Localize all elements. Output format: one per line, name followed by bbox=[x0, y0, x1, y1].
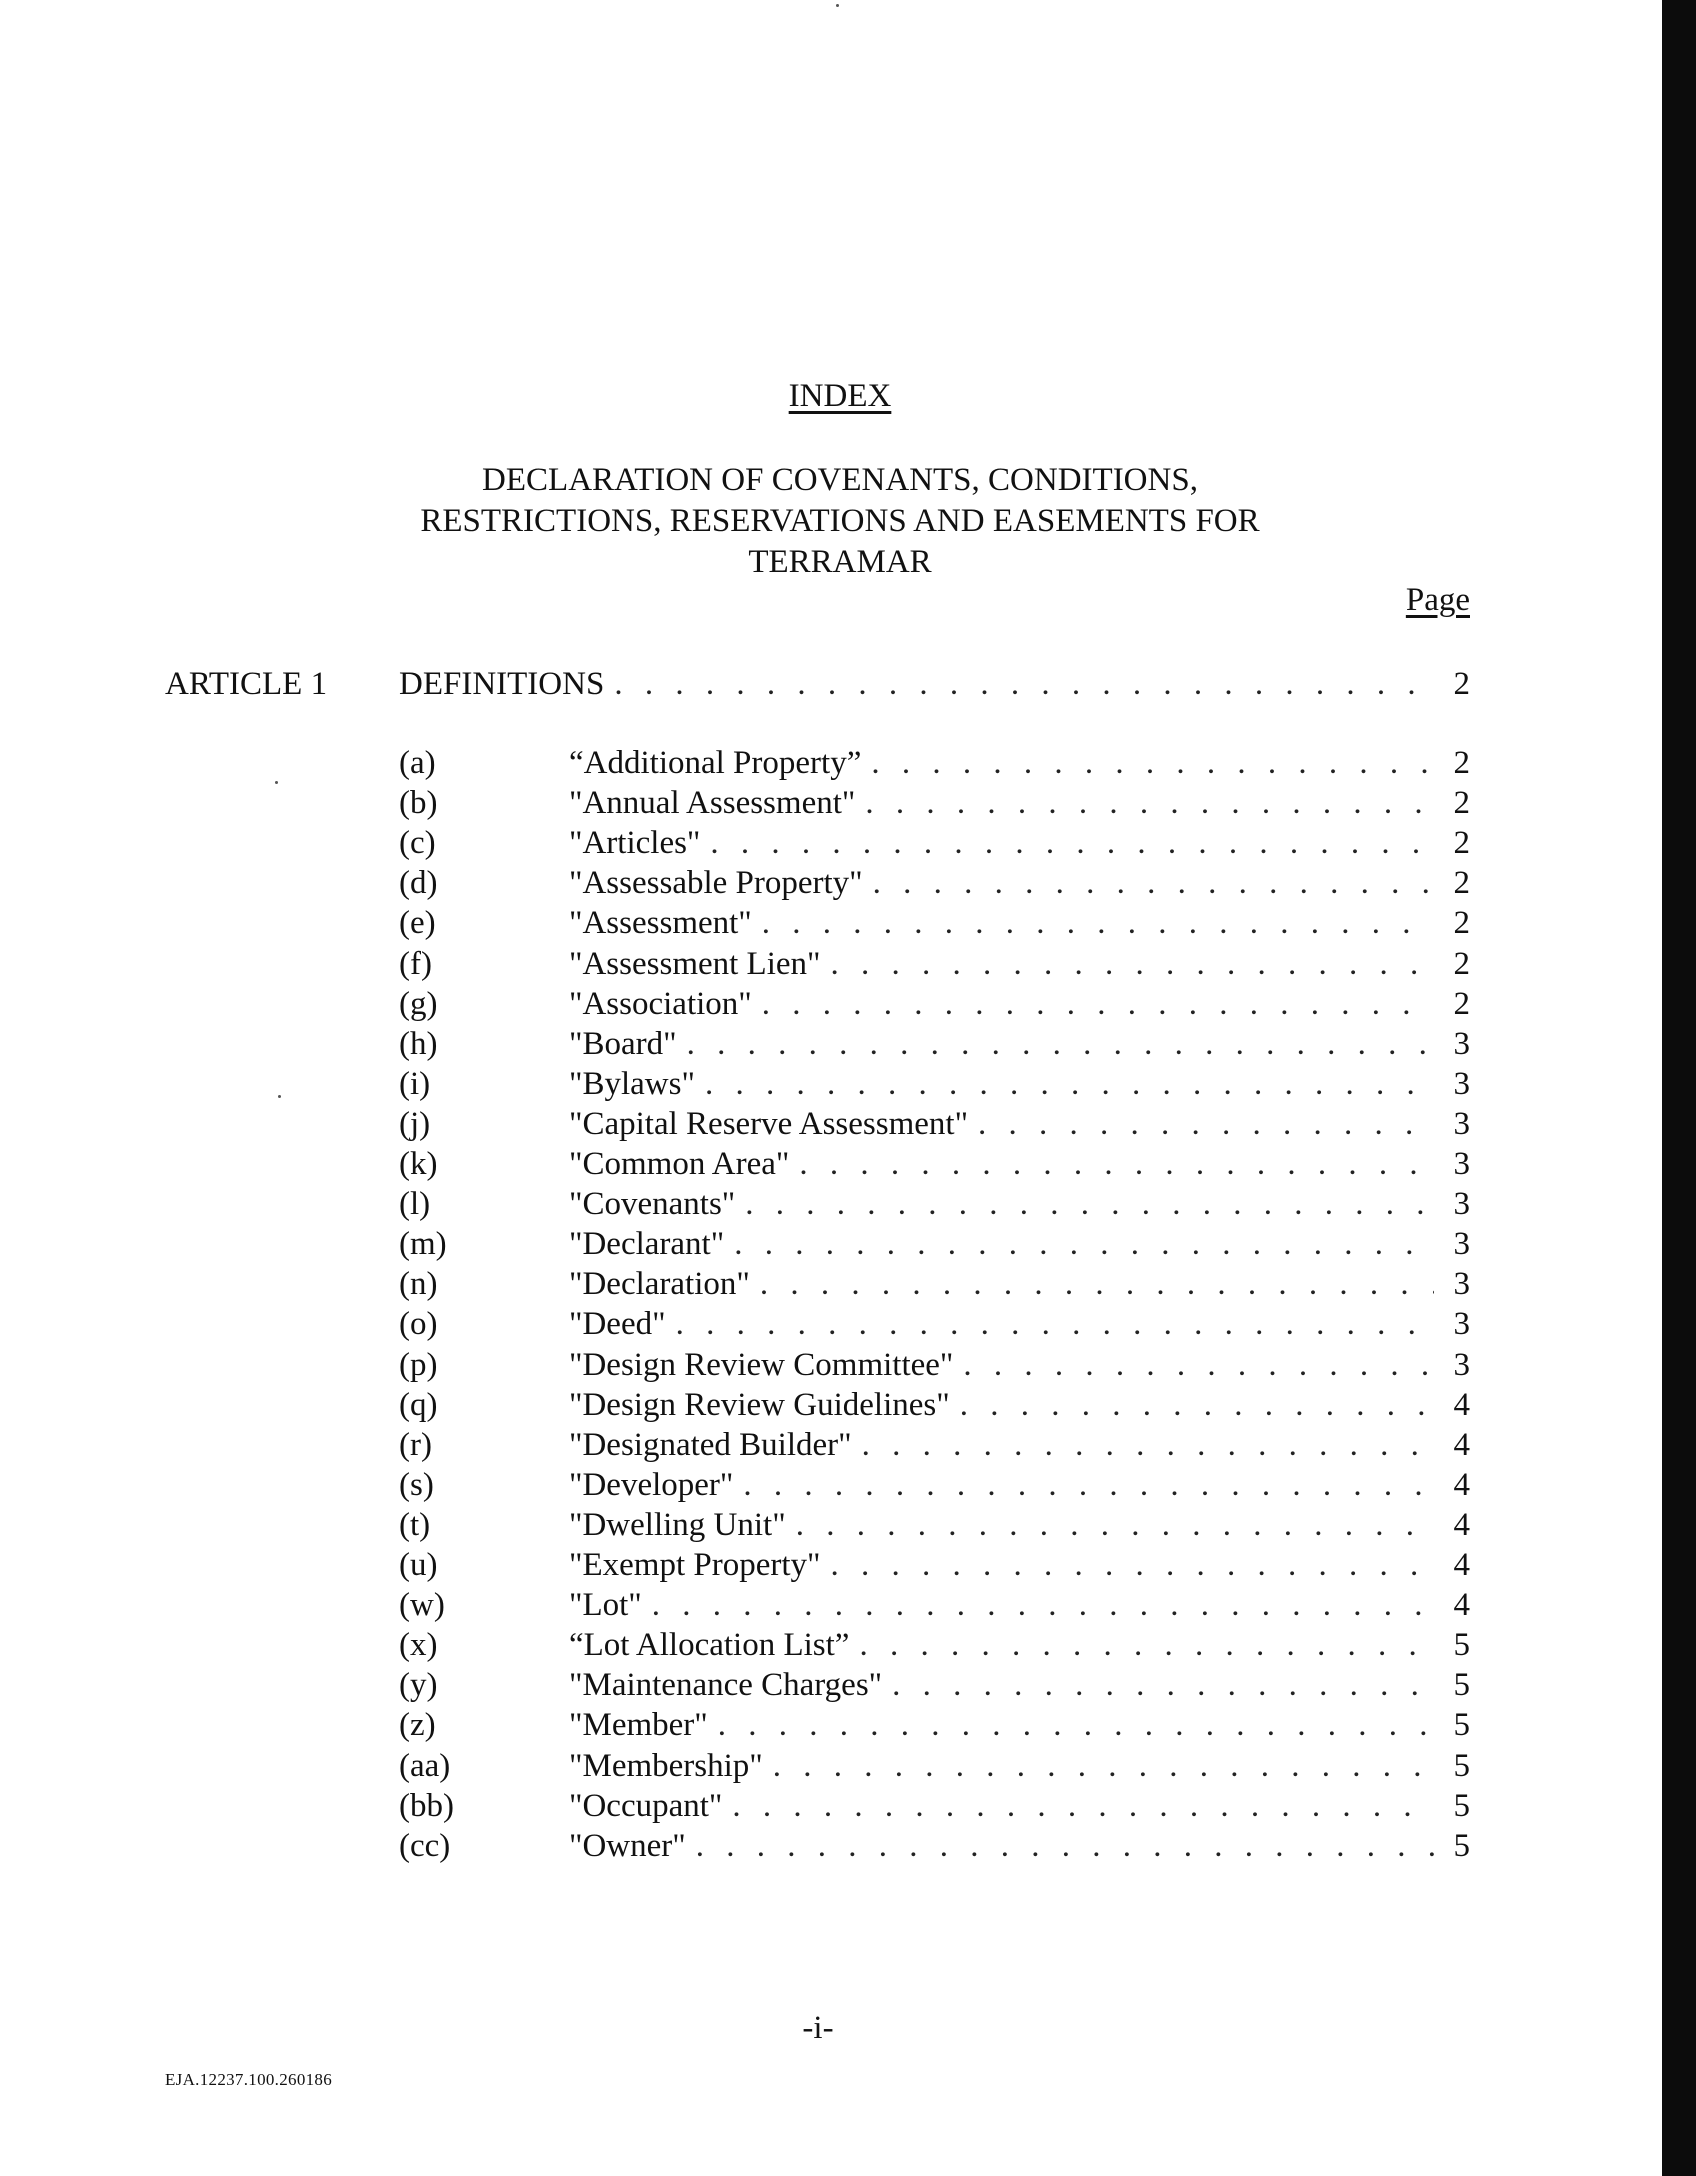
dot-leader bbox=[773, 1746, 1434, 1786]
dot-leader bbox=[676, 1304, 1434, 1344]
definition-term: "Maintenance Charges" bbox=[569, 1667, 883, 1703]
article-label: ARTICLE 1 bbox=[165, 666, 328, 702]
definition-page-number: 3 bbox=[1453, 1186, 1470, 1222]
definition-page-number: 3 bbox=[1453, 1347, 1470, 1383]
definition-letter: (z) bbox=[399, 1707, 436, 1743]
definition-entry bbox=[399, 1826, 1470, 1866]
definition-page-number: 2 bbox=[1453, 865, 1470, 901]
dot-leader bbox=[734, 1224, 1434, 1264]
definition-entry bbox=[399, 1625, 1470, 1665]
definition-body bbox=[569, 984, 1470, 1024]
definition-page-number: 5 bbox=[1453, 1748, 1470, 1784]
definition-page-number: 3 bbox=[1453, 1026, 1470, 1062]
definition-entry bbox=[399, 1144, 1470, 1184]
definition-letter: (j) bbox=[399, 1106, 431, 1142]
definition-entry bbox=[399, 1184, 1470, 1224]
dot-leader bbox=[830, 1545, 1434, 1585]
definition-body bbox=[569, 903, 1470, 943]
definition-body bbox=[569, 823, 1470, 863]
definition-body bbox=[569, 944, 1470, 984]
dot-leader bbox=[960, 1385, 1434, 1425]
definition-body bbox=[569, 1144, 1470, 1184]
definition-letter: (r) bbox=[399, 1427, 432, 1463]
dot-leader bbox=[799, 1144, 1434, 1184]
definition-body bbox=[569, 1665, 1470, 1705]
dot-leader bbox=[762, 903, 1434, 943]
definition-term: "Capital Reserve Assessment" bbox=[569, 1106, 969, 1142]
definition-entry bbox=[399, 1385, 1470, 1425]
definition-letter: (aa) bbox=[399, 1748, 451, 1784]
dot-leader bbox=[743, 1465, 1434, 1505]
definition-page-number: 5 bbox=[1453, 1627, 1470, 1663]
definition-page-number: 3 bbox=[1453, 1266, 1470, 1302]
definition-term: "Exempt Property" bbox=[569, 1547, 821, 1583]
definition-letter: (bb) bbox=[399, 1788, 454, 1824]
dot-leader bbox=[796, 1505, 1434, 1545]
definition-letter: (t) bbox=[399, 1507, 431, 1543]
definition-entry bbox=[399, 1064, 1470, 1104]
definition-body bbox=[569, 1505, 1470, 1545]
definition-body bbox=[569, 1304, 1470, 1344]
definition-term: “Additional Property” bbox=[569, 745, 862, 781]
definition-page-number: 2 bbox=[1453, 986, 1470, 1022]
dot-leader bbox=[760, 1264, 1434, 1304]
definition-body bbox=[569, 1705, 1470, 1745]
definition-page-number: 4 bbox=[1453, 1547, 1470, 1583]
definition-entry bbox=[399, 1705, 1470, 1745]
definition-letter: (p) bbox=[399, 1347, 438, 1383]
declaration-title-line: DECLARATION OF COVENANTS, CONDITIONS, bbox=[482, 462, 1198, 498]
definition-page-number: 2 bbox=[1453, 905, 1470, 941]
definition-page-number: 4 bbox=[1453, 1467, 1470, 1503]
definition-page-number: 2 bbox=[1453, 946, 1470, 982]
dot-leader bbox=[732, 1786, 1434, 1826]
declaration-title-line: RESTRICTIONS, RESERVATIONS AND EASEMENTS FOR bbox=[420, 503, 1260, 539]
definition-term: "Board" bbox=[569, 1026, 677, 1062]
definition-page-number: 3 bbox=[1453, 1226, 1470, 1262]
dot-leader bbox=[892, 1665, 1434, 1705]
definition-entry bbox=[399, 984, 1470, 1024]
definition-term: “Lot Allocation List” bbox=[569, 1627, 850, 1663]
definition-term: "Assessable Property" bbox=[569, 865, 863, 901]
dot-leader bbox=[978, 1104, 1434, 1144]
index-heading: INDEX bbox=[788, 378, 892, 414]
dot-leader bbox=[859, 1625, 1434, 1665]
definition-entry bbox=[399, 1024, 1470, 1064]
definition-entry bbox=[399, 863, 1470, 903]
definition-page-number: 3 bbox=[1453, 1106, 1470, 1142]
definition-page-number: 5 bbox=[1453, 1788, 1470, 1824]
definition-term: "Designated Builder" bbox=[569, 1427, 852, 1463]
definition-term: "Assessment" bbox=[569, 905, 752, 941]
definition-page-number: 4 bbox=[1453, 1427, 1470, 1463]
definition-letter: (y) bbox=[399, 1667, 438, 1703]
article-entry bbox=[399, 664, 1470, 704]
definition-page-number: 5 bbox=[1453, 1828, 1470, 1864]
definition-entry bbox=[399, 1585, 1470, 1625]
definition-body bbox=[569, 1024, 1470, 1064]
definition-body bbox=[569, 1184, 1470, 1224]
definition-body bbox=[569, 1104, 1470, 1144]
definition-body bbox=[569, 1345, 1470, 1385]
definition-term: "Assessment Lien" bbox=[569, 946, 821, 982]
definition-letter: (i) bbox=[399, 1066, 431, 1102]
definition-entry bbox=[399, 783, 1470, 823]
definition-body bbox=[569, 1385, 1470, 1425]
dot-leader bbox=[705, 1064, 1434, 1104]
definition-letter: (f) bbox=[399, 946, 432, 982]
dot-leader bbox=[696, 1826, 1434, 1866]
definition-term: "Bylaws" bbox=[569, 1066, 695, 1102]
definition-entry bbox=[399, 1465, 1470, 1505]
definition-letter: (cc) bbox=[399, 1828, 451, 1864]
definition-entry bbox=[399, 1505, 1470, 1545]
definition-entry bbox=[399, 1425, 1470, 1465]
dot-leader bbox=[963, 1345, 1434, 1385]
dot-leader bbox=[831, 944, 1435, 984]
scan-speck bbox=[275, 781, 278, 784]
definition-entry bbox=[399, 903, 1470, 943]
definition-page-number: 2 bbox=[1453, 825, 1470, 861]
definition-term: "Design Review Committee" bbox=[569, 1347, 954, 1383]
dot-leader bbox=[873, 863, 1434, 903]
definition-term: "Dwelling Unit" bbox=[569, 1507, 786, 1543]
definition-term: "Occupant" bbox=[569, 1788, 723, 1824]
definition-term: "Association" bbox=[569, 986, 752, 1022]
definition-letter: (q) bbox=[399, 1387, 438, 1423]
definition-letter: (a) bbox=[399, 745, 436, 781]
definition-page-number: 2 bbox=[1453, 745, 1470, 781]
definition-term: "Owner" bbox=[569, 1828, 686, 1864]
definition-entry bbox=[399, 823, 1470, 863]
definition-entry bbox=[399, 1345, 1470, 1385]
definition-body bbox=[569, 1625, 1470, 1665]
definition-letter: (u) bbox=[399, 1547, 438, 1583]
dot-leader bbox=[652, 1585, 1434, 1625]
definition-entry bbox=[399, 743, 1470, 783]
definition-letter: (l) bbox=[399, 1186, 431, 1222]
dot-leader bbox=[862, 1425, 1434, 1465]
definition-body bbox=[569, 1465, 1470, 1505]
definition-term: "Membership" bbox=[569, 1748, 763, 1784]
definition-page-number: 4 bbox=[1453, 1587, 1470, 1623]
dot-leader bbox=[614, 664, 1434, 704]
definition-entry bbox=[399, 1665, 1470, 1705]
dot-leader bbox=[762, 984, 1434, 1024]
declaration-title bbox=[0, 460, 1680, 583]
definition-entry bbox=[399, 1304, 1470, 1344]
dot-leader bbox=[865, 783, 1434, 823]
definition-term: "Lot" bbox=[569, 1587, 642, 1623]
scan-speck bbox=[278, 1095, 281, 1098]
definition-page-number: 2 bbox=[1453, 785, 1470, 821]
definition-term: "Covenants" bbox=[569, 1186, 736, 1222]
dot-leader bbox=[745, 1184, 1434, 1224]
definition-term: "Common Area" bbox=[569, 1146, 790, 1182]
definition-body bbox=[569, 783, 1470, 823]
document-id: EJA.12237.100.260186 bbox=[165, 2070, 333, 2089]
definition-body bbox=[569, 1264, 1470, 1304]
definition-entry bbox=[399, 1746, 1470, 1786]
definition-letter: (w) bbox=[399, 1587, 445, 1623]
definition-letter: (d) bbox=[399, 865, 438, 901]
definition-letter: (b) bbox=[399, 785, 438, 821]
definition-page-number: 3 bbox=[1453, 1306, 1470, 1342]
page-column-heading: Page bbox=[1405, 582, 1470, 618]
dot-leader bbox=[710, 823, 1434, 863]
definition-entry bbox=[399, 944, 1470, 984]
definition-body bbox=[569, 1746, 1470, 1786]
declaration-title-line: TERRAMAR bbox=[748, 544, 932, 580]
dot-leader bbox=[871, 743, 1434, 783]
article-title: DEFINITIONS bbox=[399, 666, 605, 702]
definition-page-number: 5 bbox=[1453, 1707, 1470, 1743]
definition-body bbox=[569, 1224, 1470, 1264]
dot-leader bbox=[718, 1705, 1434, 1745]
definition-letter: (n) bbox=[399, 1266, 438, 1302]
definition-letter: (h) bbox=[399, 1026, 438, 1062]
definition-letter: (g) bbox=[399, 986, 438, 1022]
definition-letter: (x) bbox=[399, 1627, 438, 1663]
definition-term: "Member" bbox=[569, 1707, 708, 1743]
definition-entry bbox=[399, 1264, 1470, 1304]
definition-term: "Declarant" bbox=[569, 1226, 725, 1262]
definition-body bbox=[569, 1545, 1470, 1585]
definition-letter: (k) bbox=[399, 1146, 438, 1182]
definition-term: "Design Review Guidelines" bbox=[569, 1387, 950, 1423]
definition-body bbox=[569, 1786, 1470, 1826]
definition-letter: (e) bbox=[399, 905, 436, 941]
dot-leader bbox=[687, 1024, 1434, 1064]
definition-body bbox=[569, 1585, 1470, 1625]
definition-page-number: 4 bbox=[1453, 1507, 1470, 1543]
definition-term: "Articles" bbox=[569, 825, 701, 861]
definition-page-number: 3 bbox=[1453, 1066, 1470, 1102]
definition-letter: (c) bbox=[399, 825, 436, 861]
definition-term: "Declaration" bbox=[569, 1266, 750, 1302]
definition-entry bbox=[399, 1545, 1470, 1585]
definition-letter: (o) bbox=[399, 1306, 438, 1342]
definition-term: "Developer" bbox=[569, 1467, 734, 1503]
definition-entry bbox=[399, 1786, 1470, 1826]
definition-body bbox=[569, 1826, 1470, 1866]
definition-page-number: 3 bbox=[1453, 1146, 1470, 1182]
definition-letter: (m) bbox=[399, 1226, 447, 1262]
definition-page-number: 5 bbox=[1453, 1667, 1470, 1703]
definition-entry bbox=[399, 1104, 1470, 1144]
definition-term: "Deed" bbox=[569, 1306, 666, 1342]
scan-speck bbox=[836, 4, 839, 7]
definition-letter: (s) bbox=[399, 1467, 434, 1503]
definition-page-number: 4 bbox=[1453, 1387, 1470, 1423]
article-page-number: 2 bbox=[1453, 666, 1470, 702]
definition-body bbox=[569, 743, 1470, 783]
definition-entry bbox=[399, 1224, 1470, 1264]
definition-body bbox=[569, 1064, 1470, 1104]
definition-term: "Annual Assessment" bbox=[569, 785, 856, 821]
scan-edge-bar bbox=[1662, 0, 1696, 2176]
footer-page-number: -i- bbox=[802, 2010, 834, 2046]
definition-body bbox=[569, 863, 1470, 903]
definition-body bbox=[569, 1425, 1470, 1465]
